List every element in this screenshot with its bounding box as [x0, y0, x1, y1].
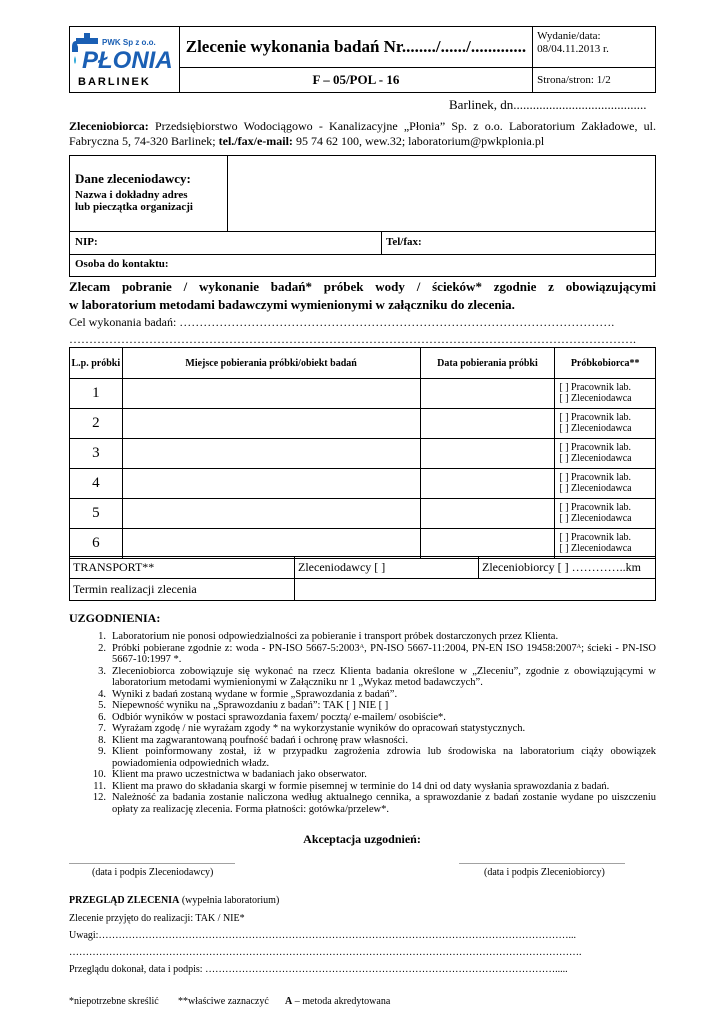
item-number: 2.	[98, 642, 106, 654]
item-number: 10.	[92, 769, 106, 780]
review-heading: PRZEGLĄD ZLECENIA	[69, 895, 180, 906]
item-text: Laboratorium nie ponosi odpowiedzialności za pobieranie i transport próbek dostarczonych przez Klienta.	[112, 631, 559, 642]
list-item	[88, 746, 656, 769]
sample-no: 2	[70, 409, 123, 439]
samples-table	[69, 347, 656, 559]
sampler-options[interactable]	[555, 439, 656, 469]
sample-date-field[interactable]	[420, 499, 555, 529]
contractor-label: Zleceniobiorca:	[69, 119, 149, 133]
option-lab[interactable]: [ ] Pracownik lab.	[559, 442, 632, 453]
item-number: 11.	[93, 780, 106, 792]
item-text: Niepewność wyniku na „Sprawozdaniu z badań”: TAK [ ] NIE [ ]	[112, 700, 389, 711]
item-number: 12.	[92, 792, 106, 803]
item-number: 1.	[98, 631, 106, 642]
sample-place-field[interactable]	[122, 499, 420, 529]
sample-no: 1	[70, 379, 123, 409]
sample-date-field[interactable]	[420, 439, 555, 469]
issue-cell	[533, 27, 656, 68]
sample-place-field[interactable]	[122, 469, 420, 499]
item-number: 9.	[98, 746, 106, 757]
contact-text: 95 74 62 100, wew.32; laboratorium@pwkplonia.pl	[292, 134, 545, 148]
option-lab[interactable]: [ ] Pracownik lab.	[559, 502, 632, 513]
item-number: 7.	[98, 723, 106, 734]
option-client[interactable]: [ ] Zleceniodawca	[559, 393, 632, 404]
sample-no: 4	[70, 469, 123, 499]
item-number: 3.	[98, 665, 106, 677]
sampler-options[interactable]	[555, 469, 656, 499]
col-header-no: L.p. próbki	[70, 348, 123, 379]
option-client[interactable]: [ ] Zleceniodawca	[559, 453, 632, 464]
table-row	[70, 379, 656, 409]
deadline-label: Termin realizacji zlecenia	[70, 579, 295, 601]
sampler-options[interactable]	[555, 409, 656, 439]
list-item	[88, 735, 656, 747]
place-date: Barlinek, dn.........................................	[449, 97, 647, 112]
option-lab[interactable]: [ ] Pracownik lab.	[559, 532, 632, 543]
col-header-place: Miejsce pobierania próbki/obiekt badań	[122, 348, 420, 379]
item-number: 5.	[98, 700, 106, 711]
item-text: Należność za badania zostanie naliczona według aktualnego cennika, a sprawozdanie z badań zostanie wydane po uiszczeniu opłaty za realizację zlecenia. Forma płatności: gotówka/przelew*.	[112, 792, 656, 815]
item-text: Klient poinformowany został, iż w przypadku zagrożenia zdrowia lub środowiska na laboratorium ciąży obowiązek powiadomienia odpowiednich władz.	[112, 746, 656, 769]
page-number: Strona/stron: 1/2	[533, 68, 656, 93]
sample-no: 6	[70, 529, 123, 559]
item-number: 4.	[98, 688, 106, 700]
list-item	[88, 643, 656, 666]
issue-label: Wydanie/data:	[537, 30, 601, 42]
item-text: Próbki pobierane zgodnie z: woda - PN-ISO 5667-5:2003ᴬ, PN-ISO 5667-11:2004, PN-EN ISO 19458:2007ᴬ; ścieki - PN-ISO 5667-10:1997 *.	[112, 642, 656, 665]
table-row	[70, 409, 656, 439]
item-number: 6.	[98, 711, 106, 723]
sample-date-field[interactable]	[420, 529, 555, 559]
sampler-options[interactable]	[555, 499, 656, 529]
logo-top-text: PWK Sp z o.o.	[102, 38, 156, 47]
contractor-text: Przedsiębiorstwo Wodociągowo - Kanalizacyjne „Płonia” Sp. z o.o. Laboratorium Zakładowe, ul. Fabryczna 5, 74-320 Barlinek;	[69, 119, 656, 148]
table-row	[70, 499, 656, 529]
review-heading-note: (wypełnia laboratorium)	[179, 895, 280, 906]
order-line2: w laboratorium metodami badawczymi wymienionymi w załączniku do zlecenia.	[69, 297, 515, 312]
logo-city: BARLINEK	[78, 76, 151, 88]
water-tap-icon	[72, 30, 172, 90]
sample-place-field[interactable]	[122, 529, 420, 559]
review-dots: ……………………………………………………………………………………………………………………………………….	[69, 947, 582, 958]
footnote-a: A	[285, 996, 293, 1007]
table-row	[70, 529, 656, 559]
agreements-heading: UZGODNIENIA:	[69, 611, 161, 625]
sample-no: 3	[70, 439, 123, 469]
list-item	[88, 666, 656, 689]
client-label-cell	[70, 156, 228, 232]
logo-name: PŁONIA	[82, 47, 172, 74]
purpose-dots: …………………………………………………………………………………………………………………………….	[69, 332, 636, 346]
sample-place-field[interactable]	[122, 439, 420, 469]
option-client[interactable]: [ ] Zleceniodawca	[559, 423, 632, 434]
item-text: Wyniki z badań zostaną wydane w formie „Sprawozdania z badań”.	[112, 688, 398, 700]
list-item	[88, 769, 656, 781]
review-remarks[interactable]: Uwagi:……………………………………………………………………………………………………………………………...	[69, 930, 576, 941]
list-item	[88, 792, 656, 815]
review-done-by[interactable]: Przeglądu dokonał, data i podpis: …………………………………………………………………………………………….....	[69, 964, 568, 975]
contact-person-field[interactable]: Osoba do kontaktu:	[70, 255, 656, 277]
sample-date-field[interactable]	[420, 409, 555, 439]
client-heading: Dane zleceniodawcy:	[75, 171, 191, 186]
item-text: Klient ma prawo uczestnictwa w badaniach jako obserwator.	[112, 769, 367, 780]
sample-place-field[interactable]	[122, 409, 420, 439]
transport-lab-option[interactable]: Zleceniobiorcy [ ] …………..km	[479, 557, 656, 579]
item-text: Odbiór wyników w postaci sprawozdania faxem/ pocztą/ e-mailem/ osobiście*.	[112, 711, 446, 723]
acceptance-heading: Akceptacja uzgodnień:	[303, 832, 421, 846]
order-line1: Zlecam pobranie / wykonanie badań* próbek wody / ścieków* zgodnie z obowiązującymi	[69, 279, 656, 294]
client-signature-line[interactable]: ...................................................................................	[69, 857, 235, 866]
option-lab[interactable]: [ ] Pracownik lab.	[559, 382, 632, 393]
list-item	[88, 723, 656, 735]
sample-date-field[interactable]	[420, 379, 555, 409]
agreements-list	[88, 631, 656, 815]
transport-table	[69, 556, 656, 601]
list-item	[88, 781, 656, 793]
issue-value: 08/04.11.2013 r.	[537, 43, 609, 55]
table-row	[70, 439, 656, 469]
contractor-info	[69, 119, 656, 149]
item-text: Klient ma prawo do składania skargi w formie pisemnej w terminie do 14 dni od daty wysłania sprawozdania z badań.	[112, 780, 610, 792]
purpose-field[interactable]: Cel wykonania badań: ……………………………………………………………………………………………….	[69, 315, 615, 329]
client-sub2: lub pieczątka organizacji	[75, 201, 193, 213]
client-table	[69, 155, 656, 277]
footnote-accredited	[285, 996, 390, 1007]
nip-field[interactable]: NIP:	[70, 232, 382, 255]
item-text: Zleceniobiorca zobowiązuje się wykonać na rzecz Klienta badania określone w „Zleceniu”, zgodnie z obowiązującymi w laboratorium metodami wymienionymi w Załączniku nr 1 „Wykaz metod badawczych”.	[112, 665, 656, 688]
item-text: Klient ma zagwarantowaną poufność badań i ochronę praw własności.	[112, 734, 408, 746]
option-client[interactable]: [ ] Zleceniodawca	[559, 513, 632, 524]
sample-date-field[interactable]	[420, 469, 555, 499]
company-logo	[72, 30, 172, 90]
item-number: 8.	[98, 734, 106, 746]
form-code: F – 05/POL - 16	[179, 68, 532, 93]
list-item	[88, 689, 656, 701]
list-item	[88, 700, 656, 712]
contact-label: tel./fax/e-mail:	[215, 134, 293, 148]
lab-signature-label: (data i podpis Zleceniobiorcy)	[484, 867, 605, 878]
transport-label: TRANSPORT**	[70, 557, 295, 579]
option-lab[interactable]: [ ] Pracownik lab.	[559, 472, 632, 483]
footnote-mark: **właściwe zaznaczyć	[178, 996, 269, 1007]
sampler-options[interactable]	[555, 379, 656, 409]
table-row	[70, 469, 656, 499]
sample-place-field[interactable]	[122, 379, 420, 409]
review-accepted[interactable]: Zlecenie przyjęto do realizacji: TAK / NIE*	[69, 913, 245, 924]
review-heading-line	[69, 895, 279, 906]
list-item	[88, 712, 656, 724]
sample-no: 5	[70, 499, 123, 529]
client-address-field[interactable]	[228, 156, 656, 232]
col-header-sampler: Próbkobiorca**	[555, 348, 656, 379]
col-header-date: Data pobierania próbki	[420, 348, 555, 379]
option-lab[interactable]: [ ] Pracownik lab.	[559, 412, 632, 423]
item-text: Wyrażam zgodę / nie wyrażam zgody * na wykorzystanie wyników do opracowań statystycznych.	[112, 723, 526, 734]
footnote-strike: *niepotrzebne skreślić	[69, 996, 159, 1007]
footnote-a-text: – metoda akredytowana	[292, 996, 391, 1007]
sampler-options[interactable]	[555, 529, 656, 559]
option-client[interactable]: [ ] Zleceniodawca	[559, 543, 632, 554]
client-signature-label: (data i podpis Zleceniodawcy)	[92, 867, 214, 878]
transport-client-option[interactable]: Zleceniodawcy [ ]	[295, 557, 479, 579]
client-sub1: Nazwa i dokładny adres	[75, 189, 188, 201]
option-client[interactable]: [ ] Zleceniodawca	[559, 483, 632, 494]
telfax-field[interactable]: Tel/fax:	[382, 232, 656, 255]
lab-signature-line[interactable]: ...................................................................................	[459, 857, 625, 866]
form-title: Zlecenie wykonania badań Nr......../....../.............	[179, 27, 532, 68]
list-item	[88, 631, 656, 643]
deadline-field[interactable]	[295, 579, 656, 601]
